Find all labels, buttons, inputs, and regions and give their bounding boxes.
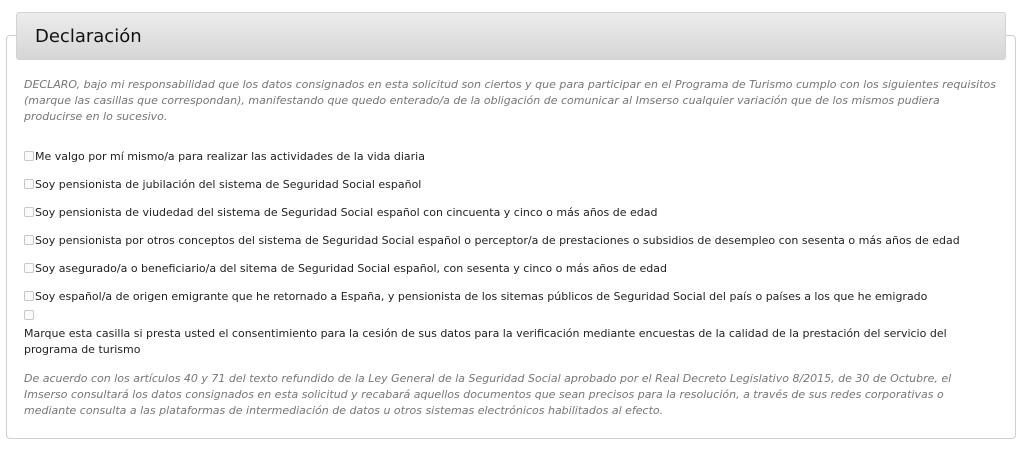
consent-block (24, 310, 1004, 358)
section-header (16, 12, 1006, 60)
requirement-item[interactable] (24, 226, 1004, 254)
legal-notice: De acuerdo con los artículos 40 y 71 del texto refundido de la Ley General de la Seguridad Social aprobado por el Real Decreto Legislativo 8/2015, de 30 de Octubre, el Imserso consultará los datos consignados en esta solicitud y recabará aquellos documentos que sean precisos para la resolución, a través de sus redes corporativas o mediante consulta a las plataformas de intermediación de datos u otros sistemas electrónicos habilitados al efecto. (24, 372, 952, 417)
requirement-checkbox[interactable] (24, 235, 34, 245)
requirement-label: Soy pensionista de jubilación del sistema de Seguridad Social español (35, 177, 422, 191)
requirement-item[interactable] (24, 198, 1004, 226)
requirement-item[interactable] (24, 254, 1004, 282)
requirement-label: Soy asegurado/a o beneficiario/a del sitema de Seguridad Social español, con sesenta y cinco o más años de edad (35, 261, 667, 275)
requirement-checkbox[interactable] (24, 291, 34, 301)
consent-checkbox[interactable] (24, 310, 34, 320)
requirement-checkbox[interactable] (24, 151, 34, 161)
requirement-checkbox[interactable] (24, 263, 34, 273)
requirement-checkbox[interactable] (24, 179, 34, 189)
requirement-item[interactable] (24, 142, 1004, 170)
section-title: Declaración (35, 26, 142, 47)
requirement-item[interactable] (24, 170, 1004, 198)
declaration-intro: DECLARO, bajo mi responsabilidad que los datos consignados en esta solicitud son ciertos y que para participar en el Programa de Turismo cumplo con los siguientes requisitos (marque las casillas que correspondan), manifestando que quedo enterado/a de la obligación de comunicar al Imserso cualquier variación que de los mismos pudiera producirse en lo sucesivo. (24, 78, 996, 123)
requirement-label: Soy español/a de origen emigrante que he retornado a España, y pensionista de los sitemas públicos de Seguridad Social del país o países a los que he emigrado (35, 289, 928, 303)
requirement-label: Soy pensionista de viudedad del sistema de Seguridad Social español con cincuenta y cinco o más años de edad (35, 205, 658, 219)
requirement-label: Me valgo por mí mismo/a para realizar las actividades de la vida diaria (35, 149, 425, 163)
requirement-label: Soy pensionista por otros conceptos del sistema de Seguridad Social español o perceptor/a de prestaciones o subsidios de desempleo con sesenta o más años de edad (35, 233, 960, 247)
requirement-item[interactable] (24, 282, 1004, 310)
requirement-checkbox[interactable] (24, 207, 34, 217)
consent-label: Marque esta casilla si presta usted el consentimiento para la cesión de sus datos para la verificación mediante encuestas de la calidad de la prestación del servicio del programa de turismo (24, 327, 947, 356)
requirements-list (24, 142, 1004, 310)
